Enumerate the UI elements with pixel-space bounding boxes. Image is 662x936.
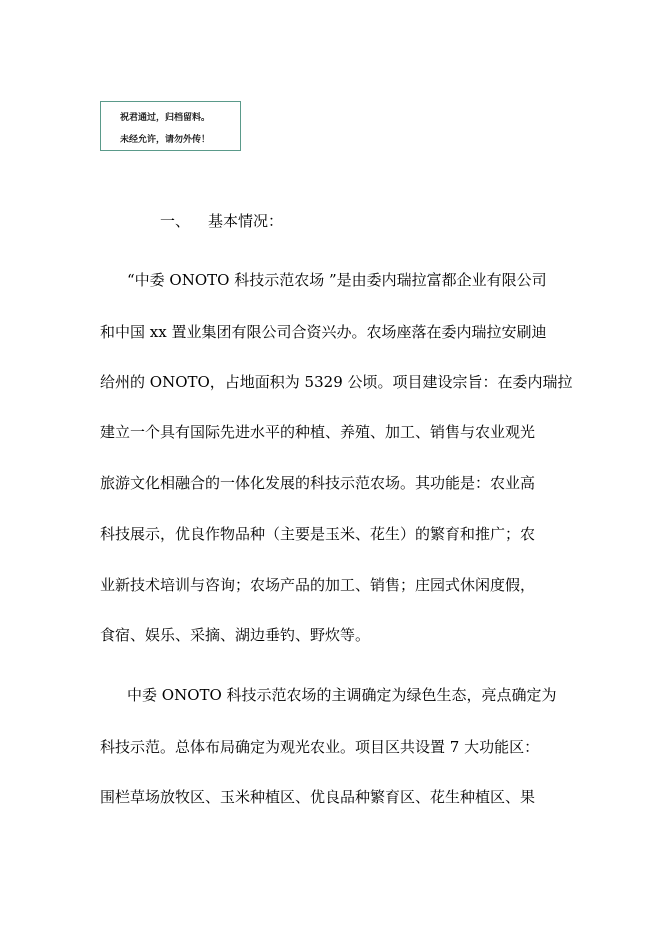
section-title: 基本情况： <box>208 212 284 230</box>
paragraph-line: 建立一个具有国际先进水平的种植、养殖、加工、销售与农业观光 <box>100 423 536 441</box>
section-heading <box>160 210 283 231</box>
paragraph-line: 和中国 xx 置业集团有限公司合资兴办。农场座落在委内瑞拉安刷迪 <box>100 323 547 341</box>
paragraph-line: 食宿、娱乐、采摘、湖边垂钓、野炊等。 <box>100 626 371 644</box>
paragraph-line: 围栏草场放牧区、玉米种植区、优良品种繁育区、花生种植区、果 <box>100 788 536 806</box>
notice-line-2: 未经允许，请勿外传！ <box>120 135 211 145</box>
notice-line-1: 祝君通过，归档留料。 <box>120 113 211 123</box>
paragraph-line: 旅游文化相融合的一体化发展的科技示范农场。其功能是：农业高 <box>100 474 536 492</box>
paragraph-line: 给州的 ONOTO，占地面积为 5329 公顷。项目建设宗旨：在委内瑞拉 <box>100 373 573 391</box>
section-number: 一、 <box>160 212 191 230</box>
notice-box <box>100 101 241 151</box>
paragraph-line: 中委 ONOTO 科技示范农场的主调确定为绿色生态，亮点确定为 <box>127 686 557 704</box>
paragraph-line: 科技示范。总体布局确定为观光农业。项目区共设置 7 大功能区： <box>100 738 540 756</box>
paragraph-line: “中委 ONOTO 科技示范农场 ”是由委内瑞拉富都企业有限公司 <box>127 271 547 289</box>
paragraph-line: 科技展示，优良作物品种（主要是玉米、花生）的繁育和推广；农 <box>100 525 536 543</box>
paragraph-line: 业新技术培训与咨询；农场产品的加工、销售；庄园式休闲度假， <box>100 576 536 594</box>
